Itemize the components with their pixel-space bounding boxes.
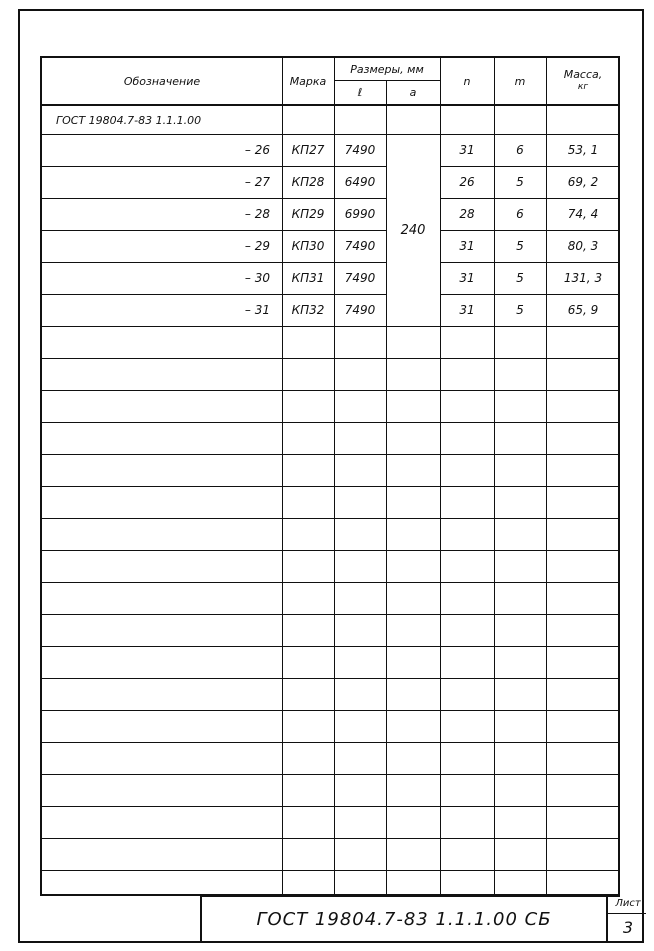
grid-line: [42, 806, 618, 807]
header-mass-label: Масса,: [563, 68, 603, 81]
row-mass: 74, 4: [567, 207, 599, 221]
grid-line: [42, 518, 618, 519]
grid-line: [42, 710, 618, 711]
specification-table: [40, 56, 620, 896]
row-designation: – 28: [244, 207, 270, 221]
grid-line: [440, 58, 441, 894]
grid-line: [386, 80, 387, 894]
row-m: 6: [516, 207, 524, 221]
grid-line: [334, 58, 335, 894]
row-mass: 65, 9: [567, 303, 599, 317]
row-designation: – 29: [244, 239, 270, 253]
row-mass: 69, 2: [567, 175, 599, 189]
row-mark: КП28: [291, 175, 325, 189]
grid-line: [42, 454, 618, 455]
row-l: 7490: [344, 239, 376, 253]
header-l: ℓ: [357, 85, 363, 99]
row-designation: – 26: [244, 143, 270, 157]
row-m: 5: [516, 303, 524, 317]
row-designation: – 27: [244, 175, 270, 189]
header-mark: Марка: [289, 74, 327, 88]
row-mark: КП29: [291, 207, 325, 221]
grid-line: [42, 870, 618, 871]
title-block: [40, 895, 641, 943]
header-mass-unit: кг: [577, 82, 589, 92]
grid-line: [42, 262, 386, 263]
grid-line: [42, 294, 386, 295]
header-dimensions: Размеры, мм: [350, 62, 424, 76]
grid-line: [440, 198, 618, 199]
row-mark: КП30: [291, 239, 325, 253]
row-designation: – 31: [244, 303, 270, 317]
row-mark: КП31: [291, 271, 325, 285]
row-n: 31: [459, 239, 475, 253]
grid-line: [440, 230, 618, 231]
grid-line: [42, 326, 618, 327]
grid-line: [42, 104, 618, 106]
grid-line: [42, 134, 618, 135]
document-code: ГОСТ 19804.7-83 1.1.1.00 СБ: [256, 908, 552, 930]
header-a: a: [409, 85, 417, 99]
row-m: 5: [516, 271, 524, 285]
row-l: 7490: [344, 303, 376, 317]
row-mass: 131, 3: [563, 271, 603, 285]
grid-line: [42, 582, 618, 583]
grid-line: [42, 774, 618, 775]
grid-line: [42, 678, 618, 679]
grid-line: [42, 198, 386, 199]
grid-line: [42, 614, 618, 615]
grid-line: [42, 742, 618, 743]
row-m: 5: [516, 239, 524, 253]
doc-reference: ГОСТ 19804.7-83 1.1.1.00: [56, 113, 202, 127]
row-n: 26: [459, 175, 475, 189]
grid-line: [282, 58, 283, 894]
row-n: 31: [459, 143, 475, 157]
grid-line: [546, 58, 547, 894]
row-l: 7490: [344, 143, 376, 157]
row-l: 6990: [344, 207, 376, 221]
header-mass: [546, 58, 620, 104]
sheet-label: Лист: [615, 898, 641, 909]
grid-line: [42, 230, 386, 231]
header-designation: Обозначение: [123, 74, 201, 88]
grid-line: [42, 550, 618, 551]
row-n: 31: [459, 271, 475, 285]
grid-line: [440, 262, 618, 263]
row-mark: КП32: [291, 303, 325, 317]
grid-line: [440, 166, 618, 167]
row-l: 7490: [344, 271, 376, 285]
row-mass: 80, 3: [567, 239, 599, 253]
row-l: 6490: [344, 175, 376, 189]
grid-line: [42, 838, 618, 839]
common-a-value: 240: [400, 222, 426, 238]
header-m: m: [514, 74, 526, 88]
row-m: 6: [516, 143, 524, 157]
row-n: 28: [459, 207, 475, 221]
grid-line: [42, 486, 618, 487]
grid-line: [42, 358, 618, 359]
grid-line: [42, 646, 618, 647]
row-mass: 53, 1: [567, 143, 599, 157]
grid-line: [334, 80, 440, 81]
grid-line: [494, 58, 495, 894]
grid-line: [42, 390, 618, 391]
row-designation: – 30: [244, 271, 270, 285]
sheet-number: 3: [622, 918, 634, 937]
row-n: 31: [459, 303, 475, 317]
grid-line: [42, 166, 386, 167]
grid-line: [440, 294, 618, 295]
grid-line: [42, 422, 618, 423]
row-mark: КП27: [291, 143, 325, 157]
header-n: n: [463, 74, 471, 88]
row-m: 5: [516, 175, 524, 189]
